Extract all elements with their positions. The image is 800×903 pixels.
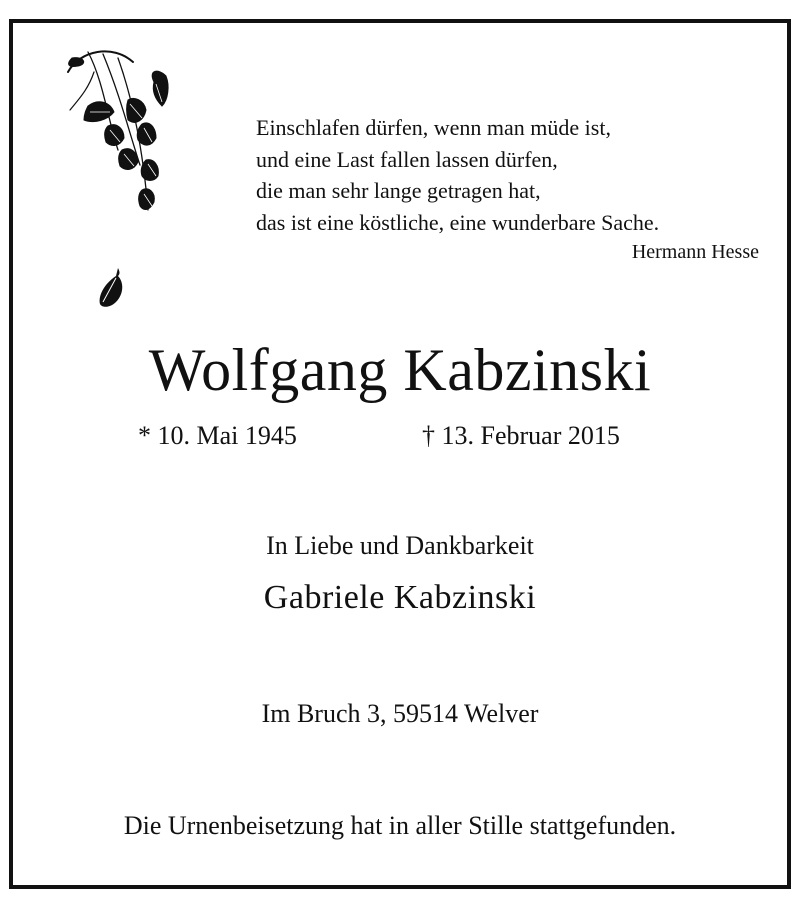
poem-author: Hermann Hesse	[631, 241, 759, 263]
mourner-address: Im Bruch 3, 59514 Welver	[261, 699, 539, 728]
poem-quote	[256, 112, 759, 266]
mourner-name: Gabriele Kabzinski	[263, 579, 537, 616]
dedication-text: In Liebe und Dankbarkeit	[266, 531, 534, 560]
poem-line: und eine Last fallen lassen dürfen,	[256, 146, 558, 172]
birth-date: * 10. Mai 1945	[138, 421, 297, 450]
death-date: † 13. Februar 2015	[422, 421, 620, 450]
poem-line: die man sehr lange getragen hat,	[256, 178, 541, 203]
birch-branch-icon	[58, 40, 178, 220]
burial-notice: Die Urnenbeisetzung hat in aller Stille stattgefunden.	[123, 811, 677, 840]
poem-line: das ist eine köstliche, eine wunderbare Sache.	[256, 209, 660, 235]
poem-line: Einschlafen dürfen, wenn man müde ist,	[256, 115, 611, 140]
falling-leaf-icon	[96, 266, 126, 312]
deceased-name: Wolfgang Kabzinski	[148, 337, 652, 403]
